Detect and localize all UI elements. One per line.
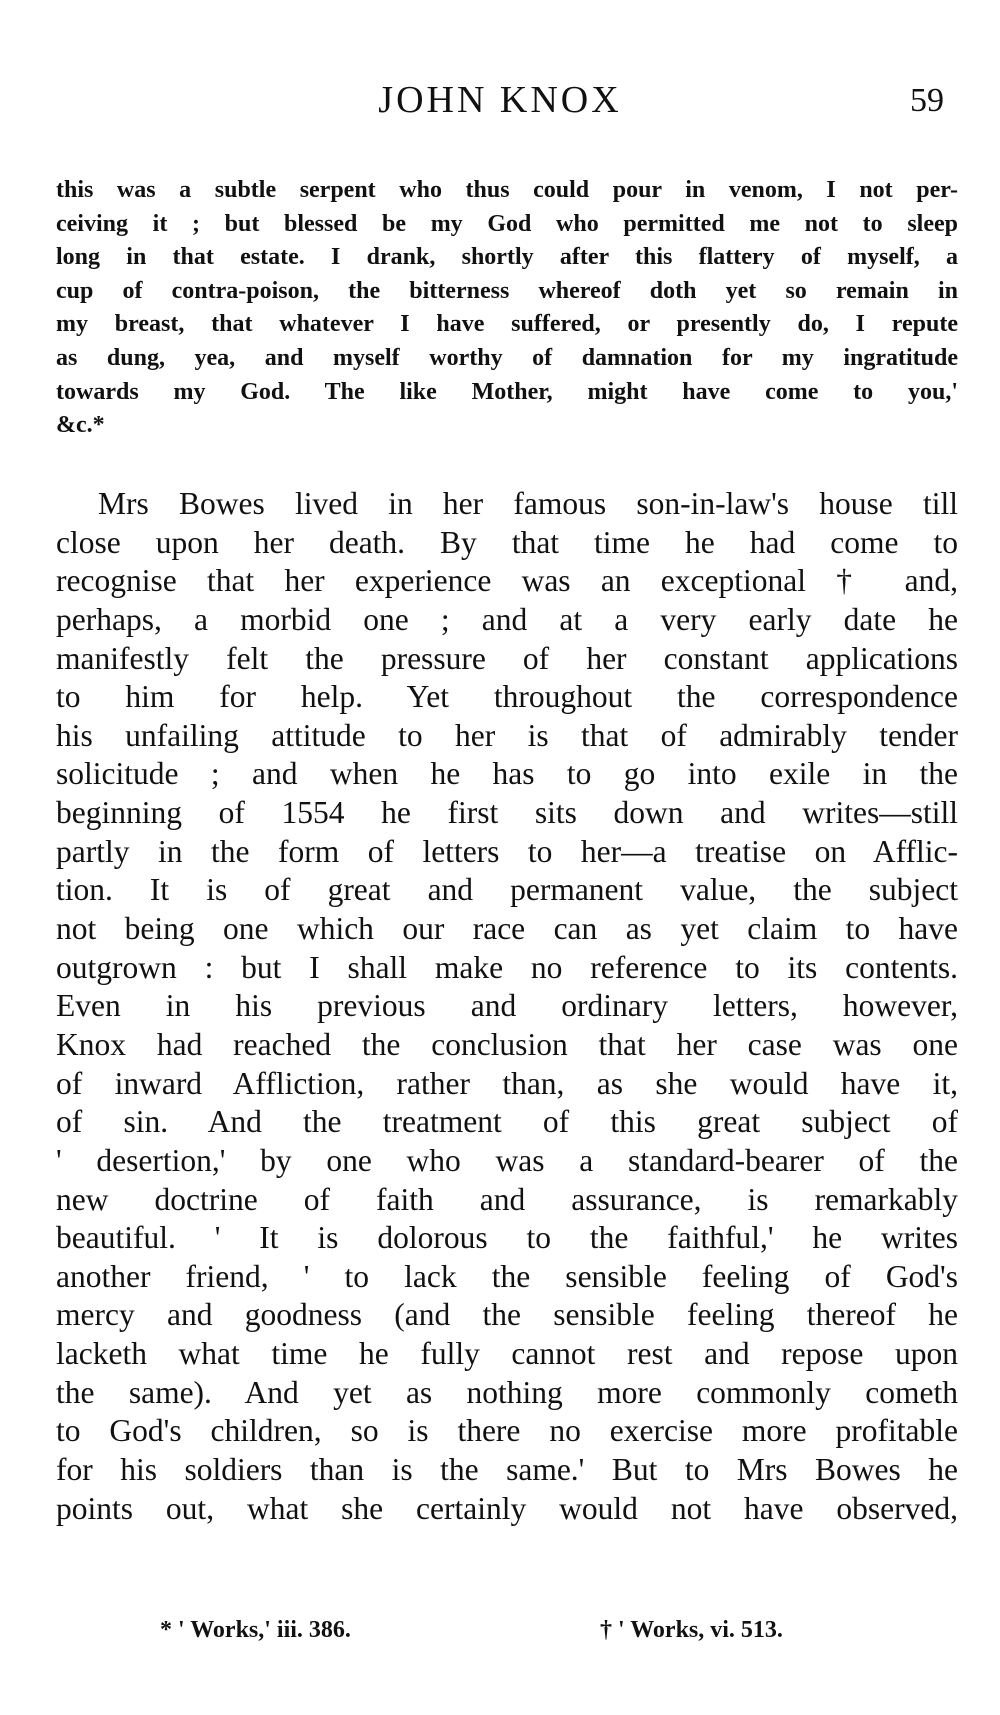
paragraph-line: of sin. And the treatment of this great subject of: [56, 1104, 958, 1140]
quoted-line: as dung, yea, and myself worthy of damnation for my ingratitude: [56, 344, 958, 371]
paragraph-line: recognise that her experience was an exceptional † and,: [56, 563, 958, 599]
footnote-dagger: † ' Works, vi. 513.: [600, 1617, 783, 1643]
paragraph-line: solicitude ; and when he has to go into exile in the: [56, 756, 958, 792]
paragraph-line: for his soldiers than is the same.' But to Mrs Bowes he: [56, 1452, 958, 1488]
paragraph-line: partly in the form of letters to her—a treatise on Afflic-: [56, 833, 958, 869]
paragraph-line: Mrs Bowes lived in her famous son-in-law's house till: [98, 486, 958, 521]
paragraph-line: the same). And yet as nothing more commonly cometh: [56, 1374, 958, 1410]
body-paragraph: [56, 485, 958, 1528]
paragraph-line: to him for help. Yet throughout the correspondence: [56, 679, 958, 715]
paragraph-line: outgrown : but I shall make no reference to its contents.: [56, 949, 958, 985]
paragraph-line: not being one which our race can as yet claim to have: [56, 911, 958, 947]
paragraph-line: lacketh what time he fully cannot rest and repose upon: [56, 1336, 958, 1372]
page-number: 59: [910, 82, 944, 119]
paragraph-line: his unfailing attitude to her is that of admirably tender: [56, 717, 958, 753]
paragraph-line: of inward Affliction, rather than, as she would have it,: [56, 1065, 958, 1101]
quoted-line: my breast, that whatever I have suffered, or presently do, I repute: [56, 311, 958, 338]
paragraph-line: new doctrine of faith and assurance, is remarkably: [56, 1181, 958, 1217]
quoted-line: &c.*: [56, 412, 105, 439]
paragraph-line: points out, what she certainly would not have observed,: [56, 1490, 958, 1526]
paragraph-line: close upon her death. By that time he had come to: [56, 524, 958, 560]
paragraph-line: to God's children, so is there no exercise more profitable: [56, 1413, 958, 1449]
paragraph-line: Even in his previous and ordinary letters, however,: [56, 988, 958, 1024]
paragraph-line: perhaps, a morbid one ; and at a very early date he: [56, 601, 958, 637]
footnotes: [0, 1617, 1000, 1657]
quoted-line: long in that estate. I drank, shortly after this flattery of myself, a: [56, 244, 958, 271]
paragraph-line: beautiful. ' It is dolorous to the faithful,' he writes: [56, 1220, 958, 1256]
running-head: [0, 78, 1000, 128]
paragraph-line: tion. It is of great and permanent value, the subject: [56, 872, 958, 908]
running-title: JOHN KNOX: [378, 79, 622, 121]
paragraph-line: mercy and goodness (and the sensible feeling thereof he: [56, 1297, 958, 1333]
quoted-line: ceiving it ; but blessed be my God who permitted me not to sleep: [56, 210, 958, 237]
quoted-line: towards my God. The like Mother, might have come to you,': [56, 378, 958, 405]
quoted-passage: [56, 174, 958, 443]
paragraph-line: manifestly felt the pressure of her constant applications: [56, 640, 958, 676]
paragraph-line: ' desertion,' by one who was a standard-bearer of the: [56, 1142, 958, 1178]
paragraph-line: another friend, ' to lack the sensible feeling of God's: [56, 1258, 958, 1294]
footnote-star: * ' Works,' iii. 386.: [160, 1617, 351, 1643]
paragraph-line: Knox had reached the conclusion that her case was one: [56, 1026, 958, 1062]
quoted-line: this was a subtle serpent who thus could pour in venom, I not per-: [56, 177, 958, 203]
quoted-line: cup of contra-poison, the bitterness whereof doth yet so remain in: [56, 277, 958, 304]
paragraph-line: beginning of 1554 he first sits down and writes—still: [56, 795, 958, 831]
